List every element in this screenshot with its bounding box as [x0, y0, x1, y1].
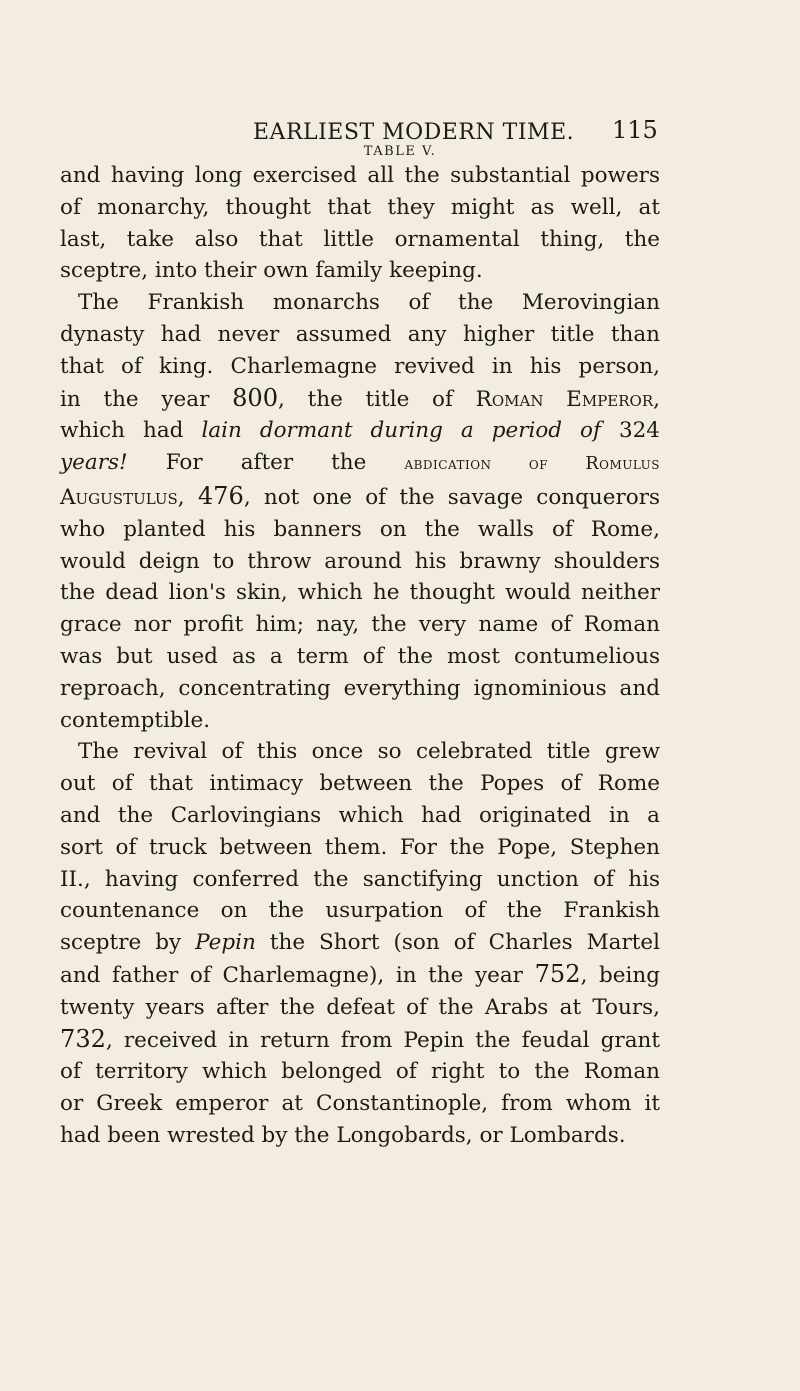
year-figure: 800 — [232, 383, 279, 412]
text-line: sceptre by Pepin the Short (son of Charles Martel — [60, 930, 660, 956]
text-line: had been wrested by the Longobards, or Lombards. — [60, 1122, 626, 1148]
text-line: who planted his banners on the walls of Rome, — [60, 516, 660, 542]
italic-phrase: lain dormant during a period of — [201, 418, 601, 444]
text-line: was but used as a term of the most contumelious — [60, 643, 660, 669]
text-line: countenance on the usurpation of the Frankish — [60, 898, 660, 924]
small-caps-term: Augustulus — [60, 484, 178, 510]
text-line: and the Carlovingians which had originated in a — [60, 802, 660, 828]
text-line: sort of truck between them. For the Pope, Stephen — [60, 834, 660, 860]
text-line: years! For after the abdication of Romulus — [60, 450, 660, 476]
small-caps-term: Roman Emperor — [475, 386, 654, 412]
italic-phrase: years! — [60, 450, 128, 476]
paragraph-start: The Frankish monarchs of the Merovingian — [78, 290, 660, 316]
table-label: TABLE V. — [363, 144, 437, 159]
text-line: of territory which belonged of right to the Roman — [60, 1059, 660, 1085]
text-line: would deign to throw around his brawny shoulders — [60, 548, 660, 574]
text-line: dynasty had never assumed any higher title than — [60, 321, 660, 347]
text-line: sceptre, into their own family keeping. — [60, 258, 483, 284]
body-text — [60, 160, 660, 1152]
running-head: EARLIEST MODERN TIME. — [253, 120, 575, 145]
text-line: contemptible. — [60, 707, 211, 733]
year-figure: 732 — [60, 1024, 106, 1053]
text-line: of monarchy, thought that they might as well, at — [60, 194, 660, 220]
text-line: last, take also that little ornamental thing, the — [60, 226, 660, 252]
italic-phrase: Pepin — [195, 930, 256, 956]
text-line: which had lain dormant during a period of 324 — [60, 418, 660, 444]
text-line: reproach, concentrating everything ignominious and — [60, 675, 660, 701]
text-line: grace nor profit him; nay, the very name of Roman — [60, 612, 660, 638]
text-line: II., having conferred the sanctifying unction of his — [60, 866, 660, 892]
small-caps-term: abdication of Romulus — [404, 454, 660, 475]
text-line: or Greek emperor at Constantinople, from whom it — [60, 1091, 660, 1117]
text-line: the dead lion's skin, which he thought would neither — [60, 580, 660, 606]
year-figure: 476 — [197, 481, 244, 510]
text-line: that of king. Charlemagne revived in his person, — [60, 353, 660, 379]
text-line: and father of Charlemagne), in the year 752, being — [60, 959, 660, 988]
page-number: 115 — [612, 116, 658, 144]
text-line: in the year 800, the title of Roman Emperor, — [60, 383, 660, 412]
text-line: out of that intimacy between the Popes of Rome — [60, 771, 660, 797]
text-line: and having long exercised all the substantial powers — [60, 163, 660, 188]
year-figure: 752 — [534, 959, 581, 988]
text-line: Augustulus, 476, not one of the savage conquerors — [60, 481, 661, 510]
text-line: 732, received in return from Pepin the feudal grant — [60, 1024, 660, 1053]
paragraph-start: The revival of this once so celebrated title grew — [78, 739, 660, 765]
text-line: twenty years after the defeat of the Arabs at Tours, — [60, 994, 660, 1020]
